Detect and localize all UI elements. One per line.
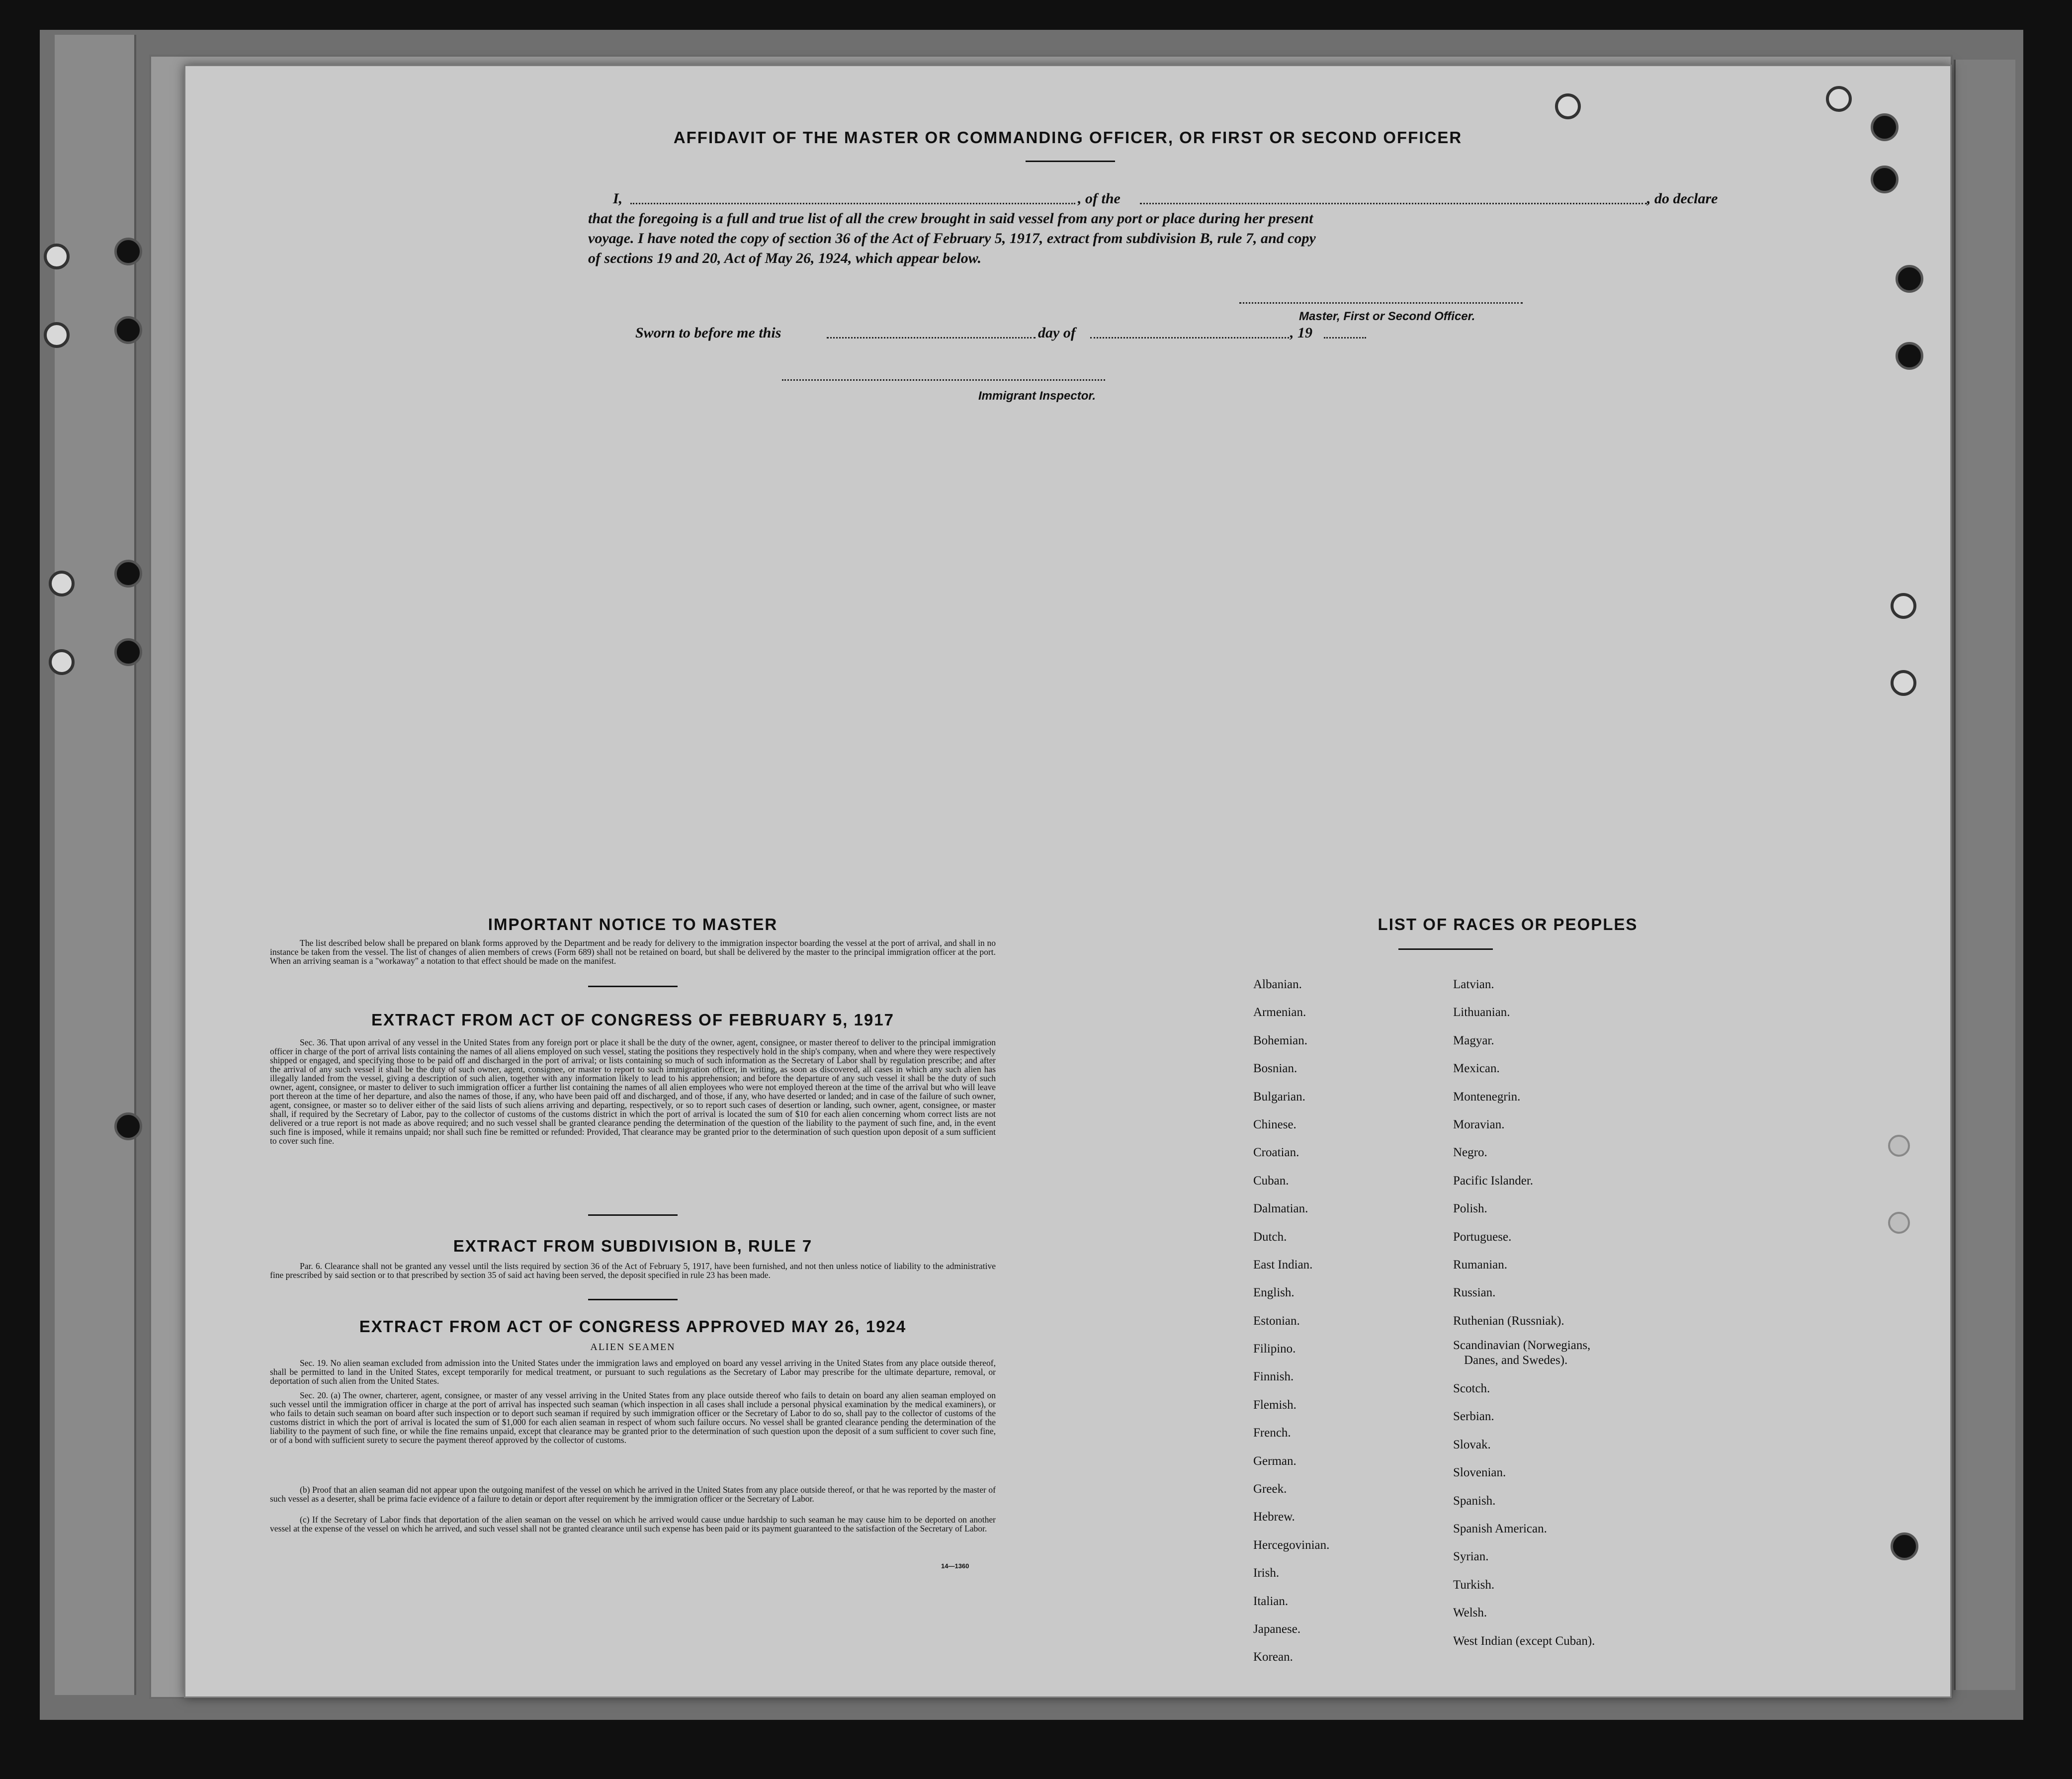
binder-hole-icon bbox=[1896, 342, 1923, 370]
race-item: Korean. bbox=[1253, 1650, 1293, 1664]
binder-hole-icon bbox=[49, 649, 75, 675]
binder-hole-icon bbox=[114, 238, 142, 265]
master-signature-field[interactable] bbox=[1239, 302, 1523, 304]
binder-hole-icon bbox=[1891, 593, 1916, 619]
races-right-column bbox=[1453, 971, 1595, 1655]
sec20a-body: Sec. 20. (a) The owner, charterer, agent, consignee, or master of any vessel arriving in the United States from any place outside thereof who fails to detain on board any alien seaman employed on such vessel until the immigration officer in charge at the port of arrival has inspected such seaman (which inspection in all cases shall include a personal physical examination by the medical examiners), or who fails to detain such seaman on board after such inspection or to deport such seaman if required by such immigration officer or the Secretary of Labor to do so, shall pay to the collector of customs of the customs district in which the port of arrival is located the sum of $1,000 for each alien seaman in respect of whom such failure occurs. No vessel shall be granted clearance pending the determination of the liability to the payment of such fine, or while the fine remains unpaid, except that clearance may be granted prior to the determination of such question upon the deposit of a sum sufficient to cover such fine, or of a bond with sufficient surety to secure the payment thereof approved by the collector of customs. bbox=[270, 1390, 996, 1445]
sec20b-body: (b) Proof that an alien seaman did not appear upon the outgoing manifest of the vessel on which he arrived in the United States from any place outside thereof, or that he was reported by the master of such vessel as a deserter, shall be prima facie evidence of a failure to detain or deport after requirement by the immigration officer or the Secretary of Labor. bbox=[270, 1485, 996, 1504]
race-item: Dalmatian. bbox=[1253, 1202, 1308, 1216]
race-item: Spanish American. bbox=[1453, 1522, 1547, 1536]
race-item: Negro. bbox=[1453, 1146, 1487, 1160]
affidavit-page bbox=[184, 65, 1952, 1698]
race-item: Italian. bbox=[1253, 1594, 1289, 1608]
binder-hole-icon bbox=[1896, 265, 1923, 293]
race-item: Slovenian. bbox=[1453, 1466, 1506, 1480]
race-item: Russian. bbox=[1453, 1286, 1496, 1300]
sec20c-body: (c) If the Secretary of Labor finds that deportation of the alien seaman on the vessel on which he arrived would cause undue hardship to such seaman he may cause him to be deported on another vessel at the expense of the vessel on which he arrived, and such vessel shall not be granted clearance until such expense has been paid or its payment guaranteed to the satisfaction of the Secretary of Labor. bbox=[270, 1515, 996, 1533]
race-item: Latvian. bbox=[1453, 978, 1494, 991]
race-item: Montenegrin. bbox=[1453, 1090, 1521, 1103]
race-item-multiline bbox=[1453, 1335, 1595, 1375]
notice-body: The list described below shall be prepared on blank forms approved by the Department and be ready for delivery to the immigration inspector boarding the vessel at the port of arrival, and shall in no instance be taken from the vessel. The list of changes of alien members of crews (Form 689) shall not be retained on board, but shall be delivered by the master to the principal immigration officer at the port. When an arriving seaman is a "workaway" a notation to that effect should be made on the manifest. bbox=[270, 938, 996, 966]
sworn-year-field[interactable] bbox=[1324, 337, 1366, 339]
binder-hole-icon bbox=[1555, 93, 1581, 119]
race-item: Chinese. bbox=[1253, 1117, 1296, 1131]
section-divider bbox=[588, 1214, 678, 1216]
form-number: 14—1360 bbox=[941, 1562, 969, 1570]
inspector-signature-field[interactable] bbox=[782, 379, 1105, 381]
extract-1917-body: Sec. 36. That upon arrival of any vessel in the United States from any foreign port or place it shall be the duty of the owner, agent, consignee, or master thereof to deliver to the principal immigration officer in charge of the port of arrival lists containing the names of all aliens employed on such vessel, stating the positions they respectively hold in the ship's company, when and where they were respectively shipped or engaged, and specifying those to be paid off and discharged in the port of arrival; or lists containing so much of such information as the Secretary of Labor shall by regulation prescribe; and after the arrival of any such vessel it shall be the duty of such owner, agent, consignee, or master to report to such immigration officer, in writing, as soon as discovered, all cases in which any such alien has illegally landed from the vessel, giving a description of such alien, together with any information likely to lead to his apprehension; and before the departure of any such vessel it shall be the duty of such owner, agent, consignee, or master to deliver to such immigration officer a further list containing the names of all alien employees who were not employed thereon at the time of the arrival but who will leave port thereon at the time of her departure, and also the names of those, if any, who have been paid off and discharged, and of those, if any, who have deserted or landed; and in case of the failure of such owner, agent, consignee, or master so to deliver either of the said lists of such aliens arriving and departing, respectively, or so to report such cases of desertion or landing, such owner, agent, consignee, or master shall, if required by the Secretary of Labor, pay to the collector of customs of the customs district in which the port of arrival is located the sum of $10 for each alien concerning whom correct lists are not delivered or a true report is not made as above required; and no such vessel shall be granted clearance pending the determination of the question of the liability to the payment of such fine, and, in the event such fine is imposed, while it remains unpaid; nor shall such fine be remitted or refunded: Provided, That clearance may be granted prior to the determination of such question upon deposit of a sum sufficient to cover such fine. bbox=[270, 1037, 996, 1146]
race-item: Mexican. bbox=[1453, 1062, 1500, 1076]
race-item: Scandinavian (Norwegians, bbox=[1453, 1339, 1591, 1353]
rule7-title: EXTRACT FROM SUBDIVISION B, RULE 7 bbox=[453, 1237, 813, 1255]
race-item: Hercegovinian. bbox=[1253, 1538, 1330, 1552]
alien-seamen-subtitle: ALIEN SEAMEN bbox=[590, 1342, 676, 1353]
race-item: Moravian. bbox=[1453, 1117, 1505, 1131]
race-item: Japanese. bbox=[1253, 1622, 1301, 1636]
binder-hole-icon bbox=[1891, 670, 1916, 696]
race-item: Ruthenian (Russniak). bbox=[1453, 1314, 1564, 1328]
race-item: Magyar. bbox=[1453, 1033, 1494, 1047]
race-item: Irish. bbox=[1253, 1566, 1280, 1580]
sworn-date-field[interactable] bbox=[827, 337, 1036, 339]
race-item: English. bbox=[1253, 1286, 1295, 1300]
binder-hole-icon bbox=[44, 322, 70, 348]
race-item: Finnish. bbox=[1253, 1370, 1294, 1384]
binder-hole-icon bbox=[114, 638, 142, 666]
race-item-continuation: Danes, and Swedes). bbox=[1464, 1354, 1568, 1367]
race-item: Scotch. bbox=[1453, 1382, 1490, 1396]
sworn-month-field[interactable] bbox=[1090, 337, 1289, 339]
affidavit-i-label: I, bbox=[613, 190, 623, 207]
race-item: Cuban. bbox=[1253, 1174, 1289, 1187]
race-item: Polish. bbox=[1453, 1202, 1487, 1216]
sec19-body: Sec. 19. No alien seaman excluded from admission into the United States under the immigration laws and employed on board any vessel arriving in the United States from any place outside thereof, shall be permitted to land in the United States, except temporarily for medical treatment, or pursuant to such regulations as the Secretary of Labor may prescribe for the ultimate departure, removal, or deportation of such alien from the United States. bbox=[270, 1358, 996, 1386]
race-item: West Indian (except Cuban). bbox=[1453, 1634, 1595, 1648]
race-item: Spanish. bbox=[1453, 1494, 1496, 1508]
binder-hole-icon bbox=[1888, 1135, 1910, 1157]
race-item: Croatian. bbox=[1253, 1146, 1299, 1160]
inspector-caption: Immigrant Inspector. bbox=[978, 389, 1096, 403]
sworn-day-of-label: day of bbox=[1038, 325, 1076, 341]
notice-title: IMPORTANT NOTICE TO MASTER bbox=[488, 915, 778, 933]
binder-hole-icon bbox=[49, 571, 75, 596]
binder-hole-icon bbox=[1871, 166, 1899, 193]
race-item: Flemish. bbox=[1253, 1398, 1296, 1412]
race-item: Serbian. bbox=[1453, 1410, 1494, 1424]
binding-strip-right bbox=[1954, 60, 2015, 1690]
race-item: German. bbox=[1253, 1454, 1296, 1468]
race-item: Armenian. bbox=[1253, 1006, 1306, 1019]
race-item: Turkish. bbox=[1453, 1578, 1495, 1592]
rule7-body: Par. 6. Clearance shall not be granted any vessel until the lists required by section 36 of the Act of February 5, 1917, have been furnished, and not then unless notice of liability to the administrative fine prescribed by said section or to that prescribed by section 35 of said act having been served, the deposit specified in rule 23 has been made. bbox=[270, 1261, 996, 1280]
race-item: Filipino. bbox=[1253, 1342, 1296, 1356]
binding-strip-left bbox=[55, 35, 136, 1695]
binder-hole-icon bbox=[114, 560, 142, 588]
binder-hole-icon bbox=[1826, 86, 1852, 112]
affidavit-declare-label: , do declare bbox=[1647, 190, 1718, 207]
race-item: Welsh. bbox=[1453, 1606, 1487, 1620]
vessel-name-field[interactable] bbox=[1140, 203, 1647, 204]
sworn-year-label: , 19 bbox=[1290, 325, 1312, 341]
race-item: Rumanian. bbox=[1453, 1258, 1508, 1271]
race-item: Syrian. bbox=[1453, 1550, 1489, 1564]
race-item: Slovak. bbox=[1453, 1438, 1491, 1451]
title-divider bbox=[1026, 161, 1115, 162]
section-divider bbox=[588, 986, 678, 987]
race-item: Bosnian. bbox=[1253, 1062, 1297, 1076]
race-item: French. bbox=[1253, 1426, 1291, 1440]
race-item: Dutch. bbox=[1253, 1230, 1287, 1244]
extract-1917-title: EXTRACT FROM ACT OF CONGRESS OF FEBRUARY 5, 1917 bbox=[371, 1011, 894, 1029]
race-item: East Indian. bbox=[1253, 1258, 1313, 1271]
binder-hole-icon bbox=[114, 316, 142, 344]
master-signature-caption: Master, First or Second Officer. bbox=[1299, 310, 1475, 323]
section-divider bbox=[588, 1299, 678, 1300]
race-item: Bulgarian. bbox=[1253, 1090, 1305, 1103]
affidavit-statement-line: voyage. I have noted the copy of section 36 of the Act of February 5, 1917, extract from subdivision B, rule 7, and copy bbox=[588, 230, 1316, 247]
sworn-prefix-label: Sworn to before me this bbox=[635, 325, 781, 341]
race-item: Bohemian. bbox=[1253, 1033, 1308, 1047]
binder-hole-icon bbox=[114, 1112, 142, 1140]
race-item: Albanian. bbox=[1253, 978, 1302, 991]
binder-hole-icon bbox=[1891, 1532, 1918, 1560]
affidavit-title: AFFIDAVIT OF THE MASTER OR COMMANDING OFFICER, OR FIRST OR SECOND OFFICER bbox=[673, 128, 1463, 147]
officer-name-field[interactable] bbox=[630, 203, 1075, 204]
races-left-column bbox=[1253, 971, 1329, 1672]
binder-hole-icon bbox=[1888, 1212, 1910, 1234]
races-divider bbox=[1398, 948, 1493, 950]
extract-1924-title: EXTRACT FROM ACT OF CONGRESS APPROVED MAY 26, 1924 bbox=[359, 1317, 907, 1336]
affidavit-statement-line: that the foregoing is a full and true list of all the crew brought in said vessel from any port or place during her present bbox=[588, 210, 1313, 227]
race-item: Greek. bbox=[1253, 1482, 1287, 1496]
affidavit-statement-line: of sections 19 and 20, Act of May 26, 1924, which appear below. bbox=[588, 250, 982, 266]
race-item: Portuguese. bbox=[1453, 1230, 1512, 1244]
races-title: LIST OF RACES OR PEOPLES bbox=[1378, 915, 1638, 933]
race-item: Lithuanian. bbox=[1453, 1006, 1510, 1019]
race-item: Pacific Islander. bbox=[1453, 1174, 1534, 1187]
race-item: Hebrew. bbox=[1253, 1510, 1295, 1524]
binder-hole-icon bbox=[44, 244, 70, 269]
affidavit-of-the-label: , of the bbox=[1078, 190, 1121, 207]
race-item: Estonian. bbox=[1253, 1314, 1300, 1328]
